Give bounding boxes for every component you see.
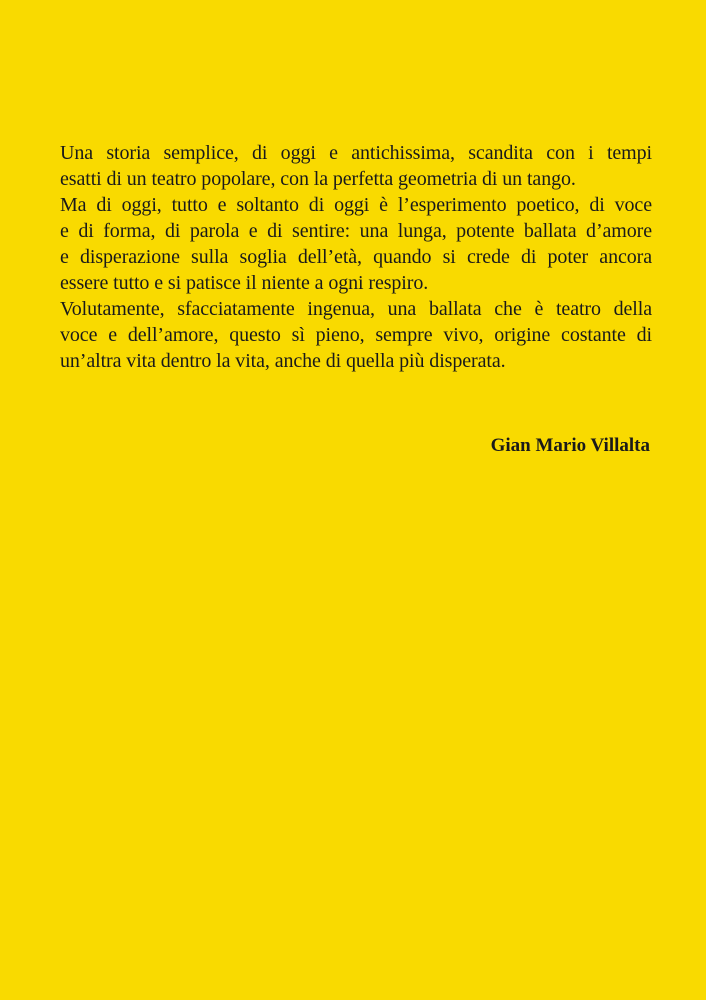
text-line: Ma di oggi, tutto e soltanto di oggi è l’esperimento poetico, di voce (60, 194, 652, 216)
text-line: Volutamente, sfacciatamente ingenua, una ballata che è teatro della (60, 298, 652, 320)
paragraph-2 (60, 192, 652, 296)
text-line: esatti di un teatro popolare, con la perfetta geometria di un tango. (60, 168, 576, 190)
text-line: essere tutto e si patisce il niente a ogni respiro. (60, 272, 429, 294)
text-line: voce e dell’amore, questo sì pieno, sempre vivo, origine costante di (60, 324, 652, 346)
text-line: e di forma, di parola e di sentire: una lunga, potente ballata d’amore (60, 220, 652, 242)
author-signature: Gian Mario Villalta (490, 435, 650, 456)
text-line: Una storia semplice, di oggi e antichissima, scandita con i tempi (60, 142, 652, 164)
text-line: un’altra vita dentro la vita, anche di quella più disperata. (60, 350, 506, 372)
paragraph-3 (60, 296, 652, 374)
blurb-text (60, 140, 652, 374)
paragraph-1 (60, 140, 652, 192)
text-line: e disperazione sulla soglia dell’età, quando si crede di poter ancora (60, 246, 652, 268)
